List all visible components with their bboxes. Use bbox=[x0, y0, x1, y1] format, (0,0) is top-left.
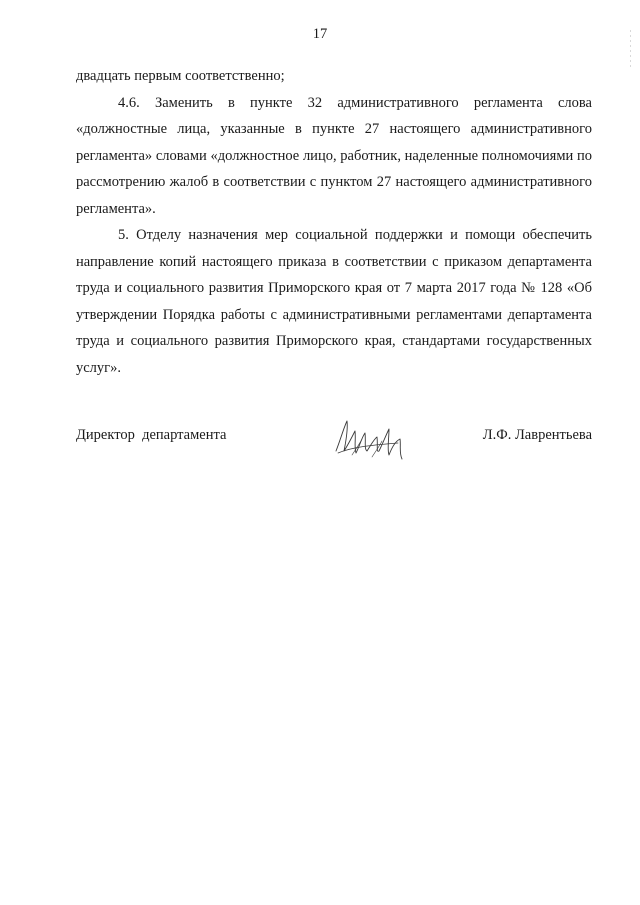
signatory-position: Директор департамента bbox=[76, 427, 227, 443]
handwritten-signature bbox=[332, 415, 410, 467]
scan-artifact-mark bbox=[629, 30, 632, 70]
signature-block bbox=[76, 421, 592, 467]
page-number: 17 bbox=[312, 26, 328, 42]
paragraph-item-4-6: 4.6. Заменить в пункте 32 административного регламента слова «должностные лица, указанные в пункте 27 настоящего административного регламента» словами «должностное лицо, работник, наделенные полномочиями по рассмотрению жалоб в соответствии с пунктом 27 настоящего административного регламента». bbox=[76, 94, 592, 217]
paragraph-continuation: двадцать первым соответственно; bbox=[76, 68, 285, 84]
signatory-name: Л.Ф. Лаврентьева bbox=[482, 427, 592, 443]
document-body bbox=[76, 63, 592, 381]
paragraph-item-5: 5. Отделу назначения мер социальной поддержки и помощи обеспечить направление копий настоящего приказа в соответствии с приказом департамента труда и социального развития Приморского края от 7 марта 2017 года № 128 «Об утверждении Порядка работы с административными регламентами департамента труда и социального развития Приморского края, стандартами государственных услуг». bbox=[76, 227, 592, 376]
